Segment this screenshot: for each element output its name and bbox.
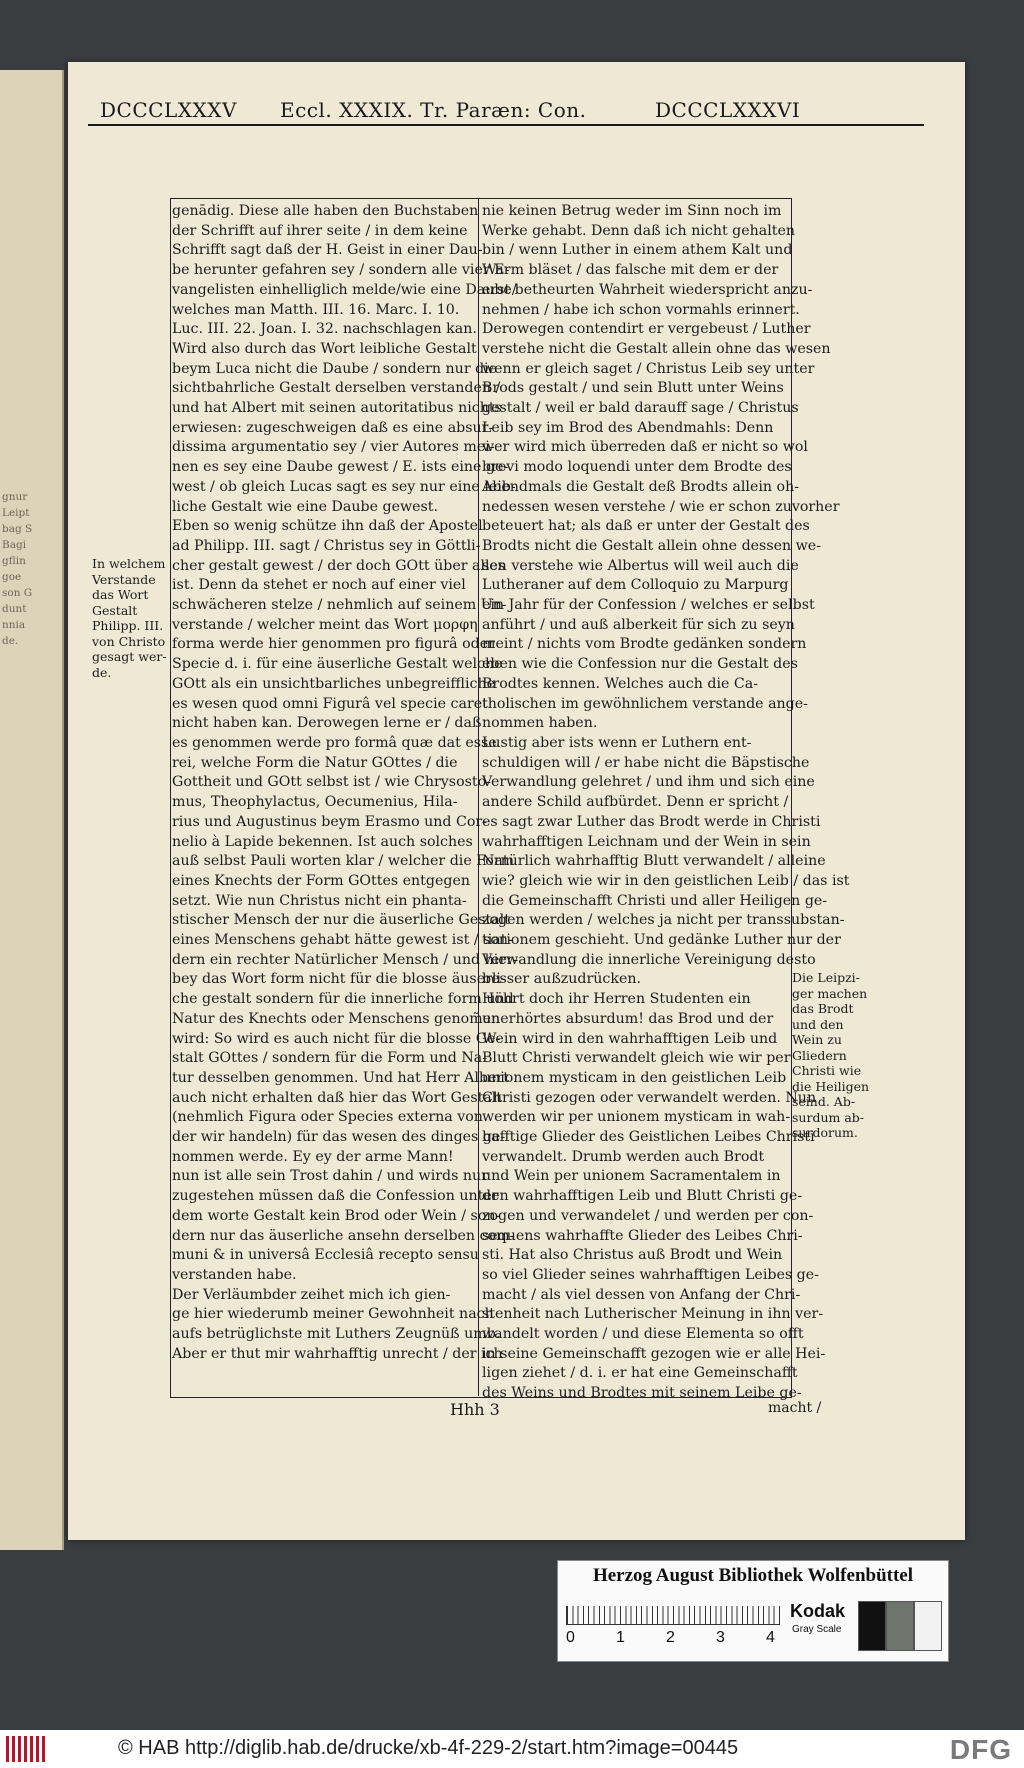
text-line: erwiesen: zugeschweigen daß es eine absur- bbox=[172, 419, 494, 436]
text-line: wird: So wird es auch nicht für die blosse Ge- bbox=[172, 1030, 501, 1047]
text-line: Blutt Christi verwandelt gleich wie wir per bbox=[482, 1050, 791, 1067]
text-line: setzt. Wie nun Christus nicht ein phanta- bbox=[172, 892, 467, 909]
text-line: nedessen wesen verstehe / wie er schon zuvorher bbox=[482, 498, 840, 515]
text-line: sichtbahrliche Gestalt derselben verstanden / bbox=[172, 380, 501, 397]
text-line: auß selbst Pauli worten klar / welcher die Form bbox=[172, 853, 515, 870]
scale-number: 3 bbox=[716, 1629, 725, 1646]
text-line: andere Schild aufbürdet. Denn er spricht / bbox=[482, 794, 789, 811]
text-line: die Gemeinschafft Christi und aller Heiligen ge- bbox=[482, 892, 828, 909]
text-line: Höhrt doch ihr Herren Studenten ein bbox=[482, 991, 751, 1008]
text-line: dern nur das äuserliche ansehn derselben com- bbox=[172, 1227, 515, 1244]
text-line: Abendmals die Gestalt deß Brodts allein oh- bbox=[482, 478, 800, 495]
text-line: Verwandlung gelehret / und ihm und sich eine bbox=[482, 774, 815, 791]
text-line: wie? gleich wie wir in den geistlichen Leib / das ist bbox=[482, 872, 850, 889]
text-line: rei, welche Form die Natur GOttes / die bbox=[172, 754, 458, 771]
text-line: eines Menschens gehabt hätte gewest ist / son- bbox=[172, 932, 513, 949]
text-line: stenheit nach Lutherischer Meinung in ihn ver- bbox=[482, 1306, 824, 1323]
text-line: auch nicht erhalten daß hier das Wort Gestalt bbox=[172, 1089, 502, 1106]
text-line: beym Luca nicht die Daube / sondern nur die bbox=[172, 360, 498, 377]
text-line: es sagt zwar Luther das Brodt werde in Christi bbox=[482, 813, 821, 830]
text-line: nelio à Lapide bekennen. Ist auch solches bbox=[172, 833, 473, 850]
text-line: wenn er gleich saget / Christus Leib sey unter bbox=[482, 360, 815, 377]
margin-line: ger machen bbox=[792, 985, 868, 1001]
text-line: Schrifft sagt daß der H. Geist in einer Dau- bbox=[172, 242, 483, 259]
scale-numbers bbox=[566, 1629, 796, 1651]
left-page-fragment: dunt bbox=[2, 603, 27, 615]
text-line: der wir handeln) für das wesen des dinges ge- bbox=[172, 1129, 506, 1146]
text-line: zogen und verwandelet / und werden per con- bbox=[482, 1207, 814, 1224]
text-line: Lustig aber ists wenn er Luthern ent- bbox=[482, 734, 752, 751]
text-line: nicht haben kan. Derowegen lerne er / daß bbox=[172, 715, 482, 732]
text-line: Lutheraner auf dem Colloquio zu Marpurg bbox=[482, 577, 789, 594]
text-line: Brodts nicht die Gestalt allein ohne dessen we- bbox=[482, 537, 821, 554]
text-line: tur desselben genommen. Und hat Herr Albert bbox=[172, 1069, 509, 1086]
margin-line: seind. Ab- bbox=[792, 1094, 856, 1109]
hab-logo-icon bbox=[6, 1736, 46, 1762]
text-line: Aber er thut mir wahrhafftig unrecht / der ich bbox=[172, 1345, 503, 1362]
text-line: ein Jahr für der Confession / welches er selbst bbox=[482, 597, 815, 614]
margin-line: Philipp. III. bbox=[92, 618, 164, 633]
text-line: den wahrhafftigen Leib und Blutt Christi ge- bbox=[482, 1188, 803, 1205]
text-line: brevi modo loquendi unter dem Brodte des bbox=[482, 459, 792, 476]
text-line: dem worte Gestalt kein Brod oder Wein / son- bbox=[172, 1207, 501, 1224]
left-page-edge bbox=[0, 70, 64, 1550]
margin-line: von Christo bbox=[92, 633, 166, 649]
margin-line: Gestalt bbox=[92, 602, 138, 618]
left-page-fragment: son G bbox=[2, 587, 33, 599]
left-page-fragment: nnia bbox=[2, 619, 26, 631]
scale-number: 1 bbox=[616, 1629, 625, 1646]
text-line: zugestehen müssen daß die Confession unter bbox=[172, 1188, 499, 1205]
left-page-fragment: de. bbox=[2, 635, 19, 647]
margin-line: Die Leipzi- bbox=[792, 970, 860, 985]
text-line: welches man Matth. III. 16. Marc. I. 10. bbox=[172, 301, 460, 318]
text-line: Natürlich wahrhafftig Blutt verwandelt / alleine bbox=[482, 853, 826, 870]
margin-line: Gliedern bbox=[792, 1047, 847, 1063]
gray-swatch bbox=[886, 1601, 914, 1651]
margin-line: Wein zu bbox=[792, 1032, 842, 1047]
margin-line: surdorum. bbox=[792, 1125, 858, 1140]
margin-note-left bbox=[92, 556, 170, 680]
text-line: anführt / und auß alberkeit für sich zu seyn bbox=[482, 616, 795, 633]
margin-line: In welchem bbox=[92, 556, 166, 571]
text-line: besser außzudrücken. bbox=[482, 971, 641, 988]
margin-line: das Wort bbox=[92, 587, 149, 602]
text-line: Gottheit und GOtt selbst ist / wie Chrysosto- bbox=[172, 774, 491, 791]
text-line: tholischen im gewöhnlichem verstande ange- bbox=[482, 695, 808, 712]
margin-line: die Heiligen bbox=[792, 1078, 870, 1094]
text-line: erst betheurten Wahrheit wiederspricht anzu- bbox=[482, 281, 813, 298]
gray-scale-label: Gray Scale bbox=[792, 1624, 842, 1635]
margin-line: Verstande bbox=[92, 571, 156, 587]
kodak-logo: Kodak bbox=[790, 1601, 846, 1621]
text-line: Verwandlung die innerliche Vereinigung desto bbox=[482, 951, 816, 968]
text-line: vangelisten einhelliglich melde/wie eine Daube/ bbox=[172, 281, 517, 298]
text-line: Brodtes kennen. Welches auch die Ca- bbox=[482, 675, 758, 692]
text-line: verwandelt. Drumb werden auch Brodt bbox=[482, 1148, 765, 1165]
text-line: Werke gehabt. Denn daß ich nicht gehalten bbox=[482, 222, 796, 239]
text-line: nehmen / habe ich schon vormahls erinnert. bbox=[482, 301, 800, 318]
left-page-fragment: bag S bbox=[2, 523, 33, 535]
gray-swatch bbox=[858, 1601, 886, 1651]
text-line: hafftige Glieder des Geistlichen Leibes Christi bbox=[482, 1129, 815, 1146]
margin-line: das Brodt bbox=[792, 1001, 854, 1016]
text-line: cher gestalt gewest / der doch GOtt über alles bbox=[172, 557, 506, 574]
text-line: verstande / welcher meint das Wort μορφη bbox=[172, 616, 478, 633]
text-line: Specie d. i. für eine äuserliche Gestalt welche bbox=[172, 656, 503, 673]
left-column-text bbox=[172, 202, 519, 1364]
header-left-number: DCCCLXXXV bbox=[100, 98, 237, 122]
text-line: be herunter gefahren sey / sondern alle vier E- bbox=[172, 262, 510, 279]
text-line: gestalt / weil er bald darauff sage / Christus bbox=[482, 400, 799, 417]
text-line: sequens wahrhaffte Glieder des Leibes Chri- bbox=[482, 1227, 803, 1244]
text-line: verstanden habe. bbox=[172, 1266, 297, 1283]
text-line: es wesen quod omni Figurâ vel specie caret bbox=[172, 695, 488, 712]
text-line: sti. Hat also Christus auß Brodt und Wein bbox=[482, 1247, 783, 1264]
text-line: zogen werden / welches ja nicht per transsubstan- bbox=[482, 912, 845, 929]
text-line: schwächeren stelze / nehmlich auf seinem Un- bbox=[172, 597, 507, 614]
text-line: nen es sey eine Daube gewest / E. ists eine ge- bbox=[172, 459, 509, 476]
text-line: und Wein per unionem Sacramentalem in bbox=[482, 1168, 781, 1185]
text-line: nommen haben. bbox=[482, 715, 598, 732]
text-line: aufs betrüglichste mit Luthers Zeugnüß umb. bbox=[172, 1326, 501, 1343]
margin-note-right bbox=[792, 970, 870, 1141]
text-line: meint / nichts vom Brodte gedänken sondern bbox=[482, 636, 807, 653]
text-line: bey das Wort form nicht für die blosse äuserli- bbox=[172, 971, 506, 988]
dfg-logo: DFG bbox=[949, 1734, 1012, 1765]
text-line: Luc. III. 22. Joan. I. 32. nachschlagen kan. bbox=[172, 321, 477, 338]
text-line: nommen werde. Ey ey der arme Mann! bbox=[172, 1148, 454, 1165]
text-line: so viel Glieder seines wahrhafftigen Leibes ge- bbox=[482, 1266, 819, 1283]
left-page-fragment: goe bbox=[2, 571, 22, 583]
text-line: wandelt worden / und diese Elementa so offt bbox=[482, 1326, 804, 1343]
text-line: ad Philipp. III. sagt / Christus sey in Göttli- bbox=[172, 537, 481, 554]
text-line: in seine Gemeinschafft gezogen wie er alle Hei- bbox=[482, 1345, 826, 1362]
scale-number: 4 bbox=[766, 1629, 775, 1646]
margin-line: und den bbox=[792, 1016, 844, 1032]
text-line: ligen ziehet / d. i. er hat eine Gemeinschafft bbox=[482, 1365, 798, 1382]
text-line: rius und Augustinus beym Erasmo und Cor- bbox=[172, 813, 487, 830]
text-line: unionem mysticam in den geistlichen Leib bbox=[482, 1069, 787, 1086]
text-line: beteuert hat; als daß er unter der Gestalt des bbox=[482, 518, 810, 535]
header-right-number: DCCCLXXXVI bbox=[655, 98, 801, 122]
text-line: GOtt als ein unsichtbarliches unbegreiffliche bbox=[172, 675, 495, 692]
text-line: west / ob gleich Lucas sagt es sey nur eine leib- bbox=[172, 478, 516, 495]
text-line: Warm bläset / das falsche mit dem er der bbox=[482, 262, 779, 279]
margin-line: surdum ab- bbox=[792, 1109, 864, 1125]
text-line: Natur des Knechts oder Menschens genom̃en bbox=[172, 1010, 501, 1027]
text-line: eines Knechts der Form GOttes entgegen bbox=[172, 872, 470, 889]
scale-ruler bbox=[566, 1606, 780, 1625]
color-scale-card bbox=[557, 1560, 949, 1662]
scale-number: 2 bbox=[666, 1629, 675, 1646]
text-line: muni & in universâ Ecclesiâ recepto sensu bbox=[172, 1247, 479, 1264]
page-header bbox=[100, 98, 860, 124]
text-line: Wird also durch das Wort leibliche Gestalt bbox=[172, 340, 477, 357]
text-line: ist. Denn da stehet er noch auf einer viel bbox=[172, 577, 466, 594]
text-line: schuldigen will / er habe nicht die Bäpstische bbox=[482, 754, 810, 771]
left-page-fragment: Bagi bbox=[2, 539, 27, 551]
gray-swatch bbox=[914, 1601, 942, 1651]
text-line: macht / als viel dessen von Anfang der Chri- bbox=[482, 1286, 801, 1303]
viewer-footer-bar bbox=[0, 1730, 1024, 1768]
text-line: Wein wird in den wahrhafftigen Leib und bbox=[482, 1030, 778, 1047]
text-line: tiationem geschieht. Und gedänke Luther nur der bbox=[482, 932, 841, 949]
text-line: stalt GOttes / sondern für die Form und Na- bbox=[172, 1050, 487, 1067]
text-line: Der Verläumbder zeihet mich ich gien- bbox=[172, 1286, 451, 1303]
header-center-title: Eccl. XXXIX. Tr. Paræn: Con. bbox=[280, 98, 587, 122]
text-line: liche Gestalt wie eine Daube gewest. bbox=[172, 498, 439, 515]
text-line: bin / wenn Luther in einem athem Kalt und bbox=[482, 242, 793, 259]
text-line: sen verstehe wie Albertus will weil auch die bbox=[482, 557, 799, 574]
margin-line: gesagt wer- bbox=[92, 649, 167, 664]
catchword: macht / bbox=[768, 1400, 822, 1416]
text-line: dissima argumentatio sey / vier Autores mei- bbox=[172, 439, 495, 456]
text-line: nun ist alle sein Trost dahin / und wirds nur bbox=[172, 1168, 488, 1185]
copyright-link[interactable]: © HAB http://diglib.hab.de/drucke/xb-4f-229-2/start.htm?image=00445 bbox=[118, 1737, 739, 1759]
text-line: che gestalt sondern für die innerliche form und bbox=[172, 991, 514, 1008]
text-line: Christi gezogen oder verwandelt werden. Nun bbox=[482, 1089, 817, 1106]
text-line: des Weins und Brodtes mit seinem Leibe ge- bbox=[482, 1385, 802, 1402]
institution-name: Herzog August Bibliothek Wolfenbüttel bbox=[592, 1565, 914, 1586]
text-line: Eben so wenig schütze ihn daß der Apostel bbox=[172, 518, 483, 535]
text-line: forma werde hier genommen pro figurâ oder bbox=[172, 636, 495, 653]
text-line: Leib sey im Brod des Abendmahls: Denn bbox=[482, 419, 774, 436]
text-line: Derowegen contendirt er vergebeust / Luther bbox=[482, 321, 811, 338]
text-line: mus, Theophylactus, Oecumenius, Hila- bbox=[172, 794, 458, 811]
text-line: unerhörtes absurdum! das Brod und der bbox=[482, 1010, 774, 1027]
text-line: ge hier wiederumb meiner Gewohnheit nach bbox=[172, 1306, 494, 1323]
text-line: verstehe nicht die Gestalt allein ohne das wesen bbox=[482, 340, 831, 357]
text-line: der Schrifft auf ihrer seite / in dem keine bbox=[172, 222, 468, 239]
text-line: und hat Albert mit seinen autoritatibus nichts bbox=[172, 400, 502, 417]
left-page-fragment: gflin bbox=[2, 555, 26, 567]
left-page-fragment: Leipt bbox=[2, 507, 30, 519]
scale-number: 0 bbox=[566, 1629, 575, 1646]
text-line: Brods gestalt / und sein Blutt unter Weins bbox=[482, 380, 784, 397]
text-line: wahrhafftigen Leichnam und der Wein in sein bbox=[482, 833, 811, 850]
header-rule bbox=[88, 124, 924, 126]
margin-line: Christi wie bbox=[792, 1063, 862, 1078]
text-line: (nehmlich Figura oder Species externa von bbox=[172, 1109, 483, 1126]
text-line: eben wie die Confession nur die Gestalt des bbox=[482, 656, 798, 673]
text-line: dern ein rechter Natürlicher Mensch / und hier- bbox=[172, 951, 519, 968]
signature-mark: Hhh 3 bbox=[450, 1400, 500, 1419]
text-line: werden wir per unionem mysticam in wah- bbox=[482, 1109, 791, 1126]
text-line: stischer Mensch der nur die äuserliche Gestalt bbox=[172, 912, 510, 929]
margin-line: de. bbox=[92, 664, 112, 680]
left-page-fragment: gnur bbox=[2, 491, 28, 503]
text-line: wer wird mich überreden daß er nicht so wol bbox=[482, 439, 808, 456]
text-line: es genommen werde pro formâ quæ dat esse bbox=[172, 734, 497, 751]
text-line: nie keinen Betrug weder im Sinn noch im bbox=[482, 203, 782, 219]
text-line: genādig. Diese alle haben den Buchstaben bbox=[172, 203, 479, 219]
